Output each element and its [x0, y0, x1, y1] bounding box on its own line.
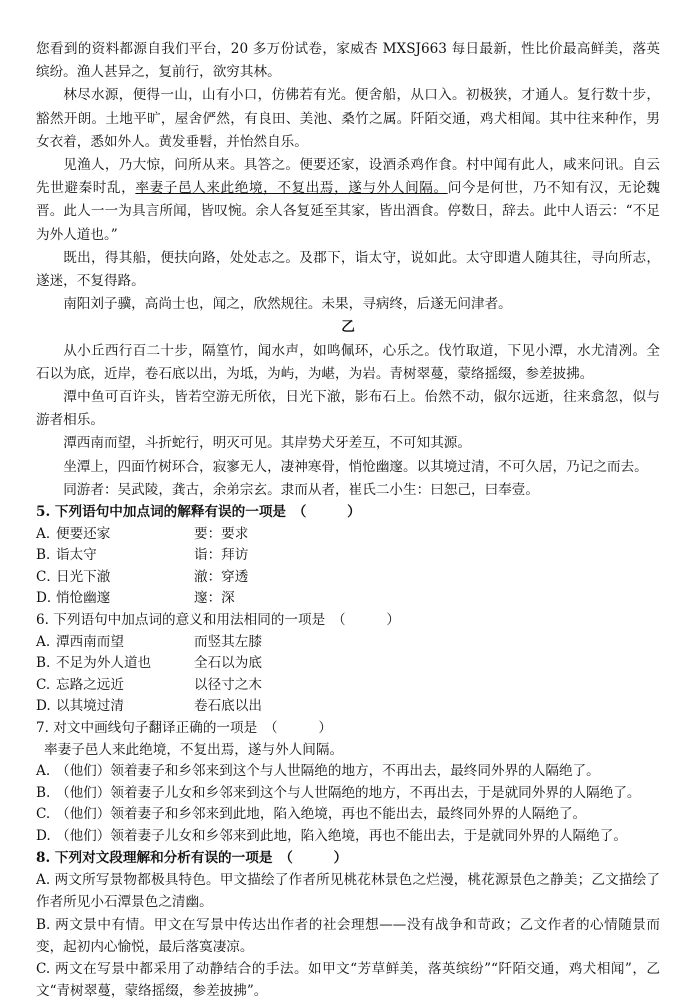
question-7-option-a: A. （他们）领着妻子和乡邻来到这个与人世隔绝的地方，不再出去，最终同外界的人隔绝了。: [36, 763, 600, 780]
question-8-option-a: A. 两文所写景物都极具特色。甲文描绘了作者所见桃花林景色之烂漫，桃花源景色之静美；乙文描绘了作者所见小石潭景色之清幽。: [36, 872, 660, 911]
question-5-option-a: A．便要还家 要：要求: [36, 525, 249, 542]
passage-yi-p3: 潭西南而望，斗折蛇行，明灭可见。其岸势犬牙差互，不可知其源。: [63, 435, 471, 452]
passage-jia-p3: 既出，得其船，便扶向路，处处志之。及郡下，诣太守，说如此。太守即遣人随其往，寻向所志，遂迷，不复得路。: [36, 249, 660, 290]
question-7-stem: 7. 对文中画线句子翻译正确的一项是 （ ）: [36, 720, 332, 736]
question-8-option-b: B. 两文景中有情。甲文在写景中传达出作者的社会理想——没有战争和苛政；乙文作者的心情随景而变，起初内心愉悦，最后落寞凄凉。: [36, 916, 660, 955]
question-7-option-d: D. （他们）领着妻子儿女和乡邻来到此地，陷入绝境，再也不能出去，于是就同外界的人隔绝了。: [36, 827, 627, 844]
question-5-stem: 5. 下列语句中加点词的解释有误的一项是 （ ）: [36, 504, 361, 521]
question-6-option-c: C. 忘路之远近 以径寸之木: [36, 676, 262, 693]
question-7-option-b: B. （他们）领着妻子儿女和乡邻来到这个与人世隔绝的地方，不再出去，于是就同外界的人隔绝了。: [36, 784, 641, 801]
passage-jia-p2: [36, 154, 660, 247]
passage-yi-p4: 坐潭上，四面竹树环合，寂寥无人，凄神寒骨，悄怆幽邃。以其境过清，不可久居，乃记之而去。: [63, 458, 648, 475]
question-6-option-a: A. 潭西南而望 而竖其左膝: [36, 633, 262, 650]
passage-yi-p1: 从小丘西行百二十步，隔篁竹，闻水声，如鸣佩环，心乐之。伐竹取道，下见小潭，水尤清冽。全石以为底，近岸，卷石底以出，为坻，为屿，为嵁，为岩。青树翠蔓，蒙络摇缀，参差披拂。: [36, 342, 660, 382]
underlined-sentence: 率妻子邑人来此绝境，不复出焉，遂与外人间隔。: [135, 180, 448, 197]
passage-jia-p1: 林尽水源，便得一山，山有小口，仿佛若有光。便舍船，从口入。初极狭，才通人。复行数十步，豁然开朗。土地平旷，屋舍俨然，有良田、美池、桑竹之属。阡陌交通，鸡犬相闻。其中往来种作，男女衣着，悉如外人。黄发垂髫，并怡然自乐。: [36, 87, 660, 150]
question-6-stem: 6. 下列语句中加点词的意义和用法相同的一项是 （ ）: [36, 612, 400, 629]
passage-yi-title: 乙: [341, 319, 355, 336]
passage-yi-p5: 同游者：吴武陵，龚古，余弟宗玄。隶而从者，崔氏二小生：曰恕己，曰奉壹。: [63, 481, 539, 498]
question-7-option-c: C. （他们）领着妻子和乡邻来到此地，陷入绝境，再也不能出去，最终同外界的人隔绝了。: [36, 806, 587, 823]
question-5-option-b: B．诣太守 诣：拜访: [36, 547, 249, 564]
question-7-quote: 率妻子邑人来此绝境，不复出焉，遂与外人间隔。: [44, 741, 344, 758]
passage-jia-p2-part2: 问今是何世，乃不知有汉，无论魏晋。此人一一为具言所闻，皆叹惋。余人各复延至其家，皆出酒食。停数日，辞去。此中人语云：“不足为外人道也。”: [36, 180, 661, 243]
question-8-option-c: C. 两文在写景中都采用了动静结合的手法。如甲文“芳草鲜美，落英缤纷”“阡陌交通，鸡犬相闻”，乙文“青树翠蔓，蒙络摇缀，参差披拂”。: [36, 960, 660, 1000]
passage-jia-p2-part1: 见渔人，乃大惊，问所从来。具答之。便要还家，设酒杀鸡作食。村中闻有此人，咸来问讯。自云先世避秦时乱，: [36, 157, 660, 197]
question-8-stem: 8. 下列对文段理解和分析有误的一项是 （ ）: [36, 849, 348, 866]
header-line: 您看到的资料都源自我们平台，20 多万份试卷，家威杏 MXSJ663 每日最新，性比价最高鲜美，落英缤纷。渔人甚异之，复前行，欲穷其林。: [36, 41, 660, 81]
passage-yi-p2: 潭中鱼可百许头，皆若空游无所依，日光下澈，影布石上。佁然不动，俶尔远逝，往来翕忽，似与游者相乐。: [36, 389, 660, 429]
question-6-option-b: B. 不足为外人道也 全石以为底: [36, 655, 262, 672]
passage-jia-p4: 南阳刘子骥，高尚士也，闻之，欣然规往。未果，寻病终，后遂无问津者。: [63, 296, 512, 313]
question-6-option-d: D. 以其境过清 卷石底以出: [36, 698, 262, 715]
question-5-option-d: D．悄怆幽邃 邃：深: [36, 590, 235, 607]
question-5-option-c: C．日光下澈 澈：穿透: [36, 568, 249, 585]
